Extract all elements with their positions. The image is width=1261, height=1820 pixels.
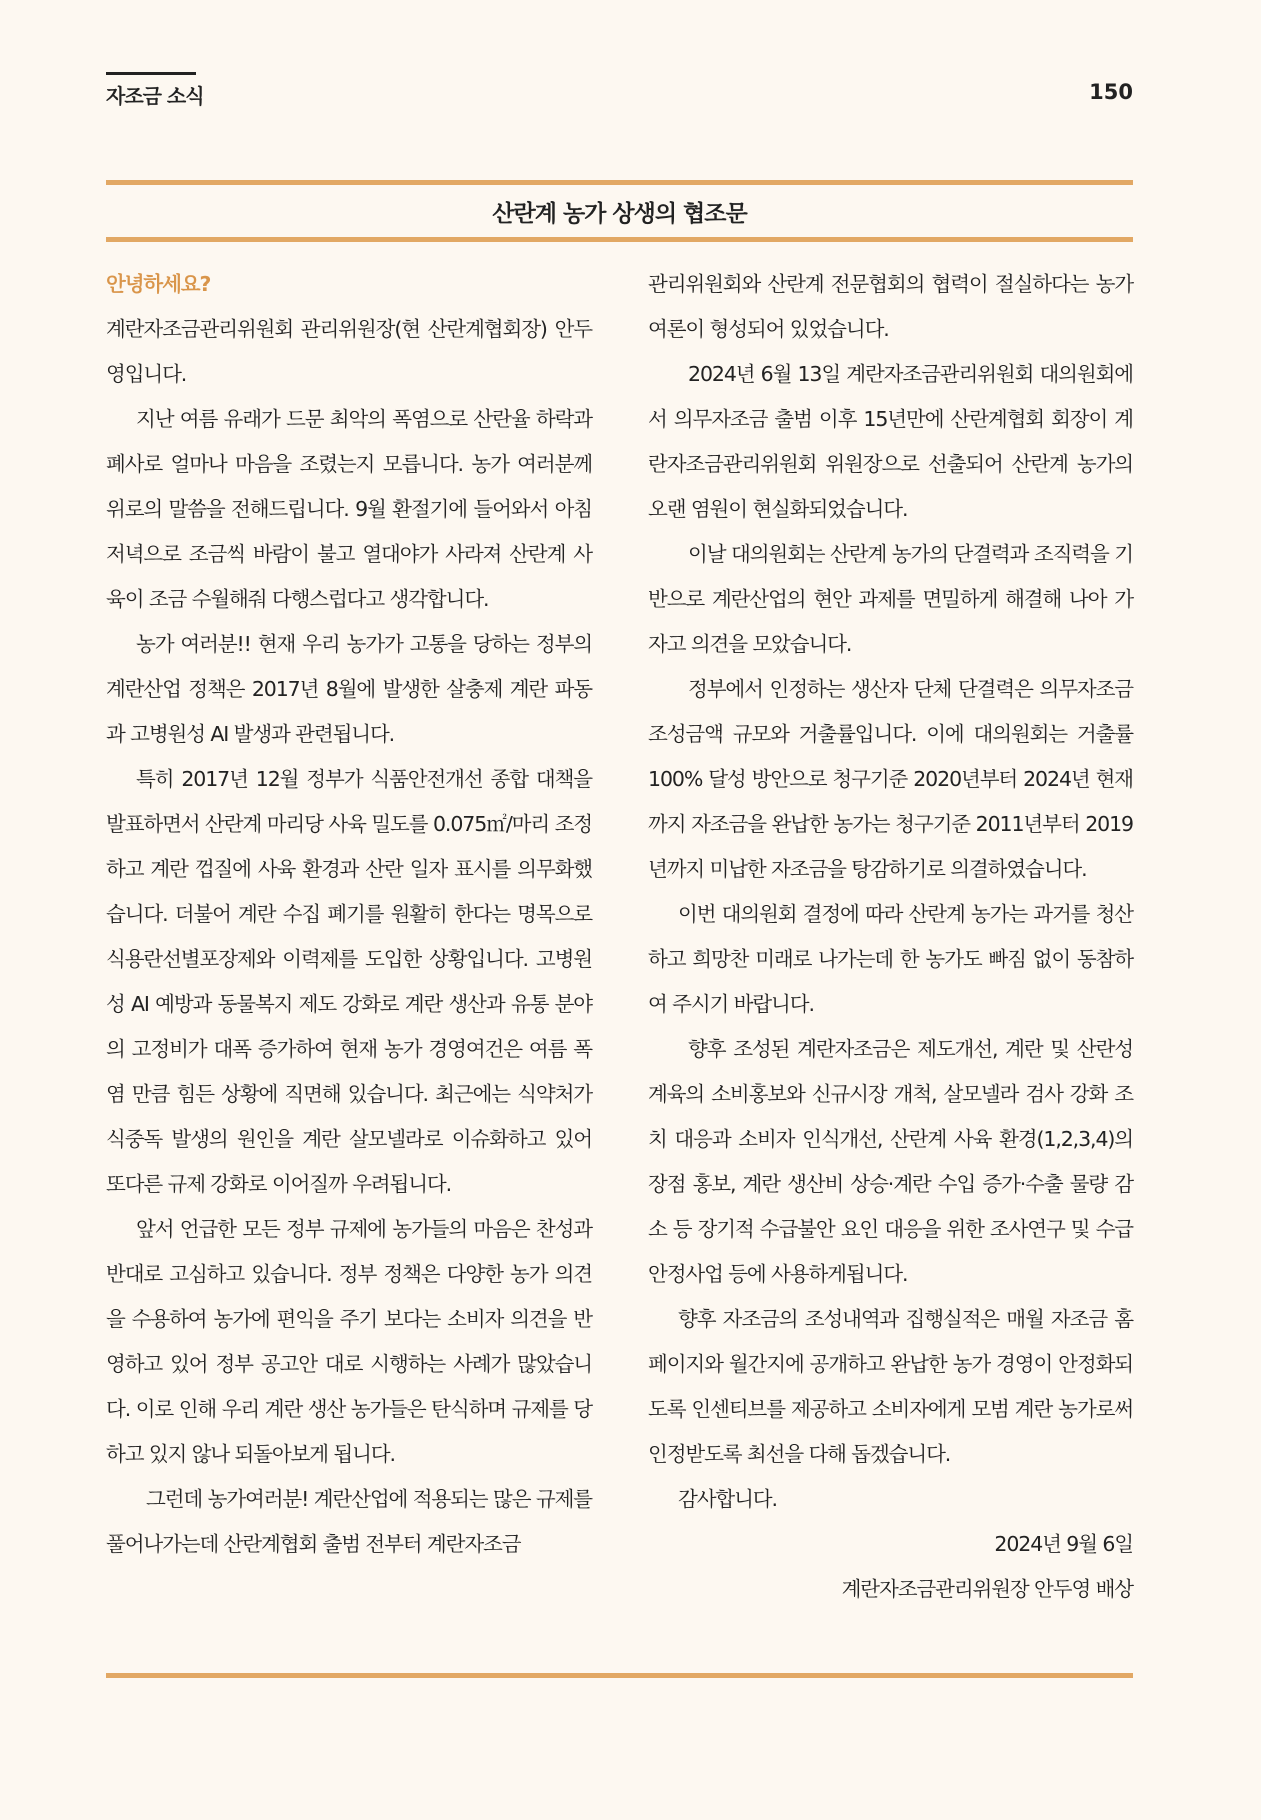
paragraph: 지난 여름 유래가 드문 최악의 폭염으로 산란율 하락과 폐사로 얼마나 마음을 조렸는지 모릅니다. 농가 여러분께 위로의 말씀을 전해드립니다. 9월 환절기에 들어와서 아침 저녁으로 조금씩 바람이 불고 열대야가 사라져 산란계 사육이 조금 수월해줘 다행스럽다고 생각합니다. [106, 407, 592, 611]
bottom-rule [106, 1673, 1133, 1678]
section-label: 자조금 소식 [106, 84, 204, 108]
paragraph: 향후 자조금의 조성내역과 집행실적은 매월 자조금 홈페이지와 월간지에 공개하고 완납한 농가 경영이 안정화되도록 인센티브를 제공하고 소비자에게 모범 계란 농가로써 인정받도록 최선을 다해 돕겠습니다. [648, 1307, 1133, 1466]
closing: 감사합니다. [678, 1487, 777, 1511]
paragraph: 농가 여러분!! 현재 우리 농가가 고통을 당하는 정부의 계란산업 정책은 2017년 8월에 발생한 살충제 계란 파동과 고병원성 AI 발생과 관련됩니다. [106, 632, 592, 746]
signature: 계란자조금관리위원장 안두영 배상 [841, 1577, 1133, 1601]
paragraph: 계란자조금관리위원회 관리위원장(현 산란계협회장) 안두영입니다. [106, 317, 592, 386]
paragraph: 특히 2017년 12월 정부가 식품안전개선 종합 대책을 발표하면서 산란계 마리당 사육 밀도를 0.075㎡/마리 조정하고 계란 껍질에 사육 환경과 산란 일자 표시를 의무화했습니다. 더불어 계란 수집 폐기를 원활히 한다는 명목으로 식용란선별포장제와 이력제를 도입한 상황입니다. 고병원성 AI 예방과 동물복지 제도 강화로 계란 생산과 유통 분야의 고정비가 대폭 증가하여 현재 농가 경영여건은 여름 폭염 만큼 힘든 상황에 직면해 있습니다. 최근에는 식약처가 식중독 발생의 원인을 계란 살모넬라로 이슈화하고 있어 또다른 규제 강화로 이어질까 우려됩니다. [106, 767, 592, 1196]
left-column [106, 262, 592, 1567]
title-band [106, 180, 1133, 242]
paragraph: 이번 대의원회 결정에 따라 산란계 농가는 과거를 청산하고 희망찬 미래로 나가는데 한 농가도 빠짐 없이 동참하여 주시기 바랍니다. [648, 902, 1133, 1016]
paragraph: 이날 대의원회는 산란계 농가의 단결력과 조직력을 기반으로 계란산업의 현안 과제를 면밀하게 해결해 나아 가자고 의견을 모았습니다. [648, 542, 1133, 656]
header-rule [106, 72, 196, 75]
paragraph: 2024년 6월 13일 계란자조금관리위원회 대의원회에서 의무자조금 출범 이후 15년만에 산란계협회 회장이 계란자조금관리위원회 위원장으로 선출되어 산란계 농가의 오랜 염원이 현실화되었습니다. [648, 362, 1133, 521]
right-column [648, 262, 1133, 1612]
paragraph: 정부에서 인정하는 생산자 단체 단결력은 의무자조금 조성금액 규모와 거출률입니다. 이에 대의원회는 거출률 100% 달성 방안으로 청구기준 2020년부터 2024년 현재까지 자조금을 완납한 농가는 청구기준 2011년부터 2019년까지 미납한 자조금을 탕감하기로 의결하였습니다. [648, 677, 1133, 881]
paragraph: 향후 조성된 계란자조금은 제도개선, 계란 및 산란성계육의 소비홍보와 신규시장 개척, 살모넬라 검사 강화 조치 대응과 소비자 인식개선, 산란계 사육 환경(1,2,3,4)의 장점 홍보, 계란 생산비 상승·계란 수입 증가·수출 물량 감소 등 장기적 수급불안 요인 대응을 위한 조사연구 및 수급안정사업 등에 사용하게됩니다. [648, 1037, 1133, 1286]
date: 2024년 9월 6일 [994, 1532, 1133, 1556]
article-title: 산란계 농가 상생의 협조문 [492, 200, 747, 227]
page-number: 150 [1089, 80, 1133, 104]
greeting: 안녕하세요? [106, 272, 211, 296]
paragraph: 그런데 농가여러분! 계란산업에 적용되는 많은 규제를 풀어나가는데 산란계협회 출범 전부터 계란자조금 [106, 1487, 592, 1556]
paragraph: 앞서 언급한 모든 정부 규제에 농가들의 마음은 찬성과 반대로 고심하고 있습니다. 정부 정책은 다양한 농가 의견을 수용하여 농가에 편익을 주기 보다는 소비자 의견을 반영하고 있어 정부 공고안 대로 시행하는 사례가 많았습니다. 이로 인해 우리 계란 생산 농가들은 탄식하며 규제를 당하고 있지 않나 되돌아보게 됩니다. [106, 1217, 592, 1466]
paragraph: 관리위원회와 산란계 전문협회의 협력이 절실하다는 농가 여론이 형성되어 있었습니다. [648, 272, 1133, 341]
